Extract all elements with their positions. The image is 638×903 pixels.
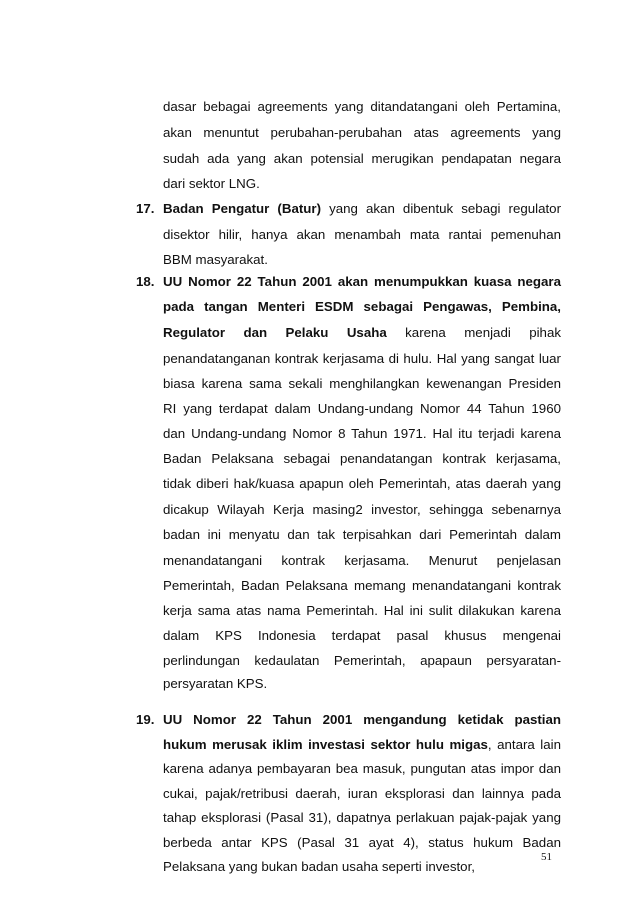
text-run: dan Undang-undang Nomor 8 Tahun 1971. Hal itu terjadi karena	[163, 426, 561, 441]
text-line	[163, 227, 561, 243]
text-line	[163, 451, 561, 467]
text-line: sudah ada yang akan potensial merugikan pendapatan negara	[163, 151, 561, 166]
text-line	[163, 325, 561, 341]
bold-text: UU Nomor 22 Tahun 2001 mengandung ketidak pastian	[163, 712, 561, 727]
text-line	[163, 351, 561, 367]
text-run: , antara lain	[487, 737, 561, 752]
text-run: biasa karena sama sekali menghilangkan kewenangan Presiden	[163, 376, 561, 391]
text-run: dicakup Wilayah Kerja masing2 investor, sehingga sebenarnya	[163, 502, 561, 517]
text-run: RI yang terdapat dalam Undang-undang Nomor 44 Tahun 1960	[163, 401, 561, 416]
text-line	[163, 603, 561, 619]
text-line	[163, 553, 561, 569]
text-line	[163, 376, 561, 392]
text-line	[163, 835, 561, 851]
text-line	[163, 628, 561, 644]
text-line	[163, 737, 561, 753]
item-number: 18.	[136, 274, 155, 289]
bold-text: pada tangan Menteri ESDM sebagai Pengawas, Pembina,	[163, 299, 561, 314]
text-line	[163, 401, 561, 417]
page-number: 51	[541, 851, 552, 863]
text-run: BBM masyarakat.	[163, 252, 268, 267]
text-line	[163, 859, 561, 875]
item-number: 17.	[136, 201, 155, 216]
text-run: Badan Pelaksana sebagai penandatangan kontrak kerjasama,	[163, 451, 561, 466]
text-line	[163, 786, 561, 802]
bold-text: Badan Pengatur (Batur)	[163, 201, 322, 216]
item-number: 19.	[136, 712, 155, 727]
bold-text: Regulator dan Pelaku Usaha	[163, 325, 387, 340]
text-run: tahap eksplorasi (Pasal 31), dapatnya perlakuan pajak-pajak yang	[163, 810, 561, 825]
text-run: karena menjadi pihak	[386, 325, 561, 340]
text-run: penandatanganan kontrak kerjasama di hulu. Hal yang sangat luar	[163, 351, 561, 366]
text-run: badan ini menyatu dan tak terpisahkan dari Pemerintah dalam	[163, 527, 561, 542]
text-line	[163, 426, 561, 442]
text-line	[163, 201, 561, 217]
text-line	[163, 252, 561, 268]
text-run: disektor hilir, hanya akan menambah mata rantai pemenuhan	[163, 227, 561, 242]
text-run: Pemerintah, Badan Pelaksana memang menandatangani kontrak	[163, 578, 561, 593]
text-line	[163, 761, 561, 777]
text-run: dalam KPS Indonesia terdapat pasal khusus mengenai	[163, 628, 561, 643]
text-line	[163, 653, 561, 669]
text-line	[163, 578, 561, 594]
text-line	[163, 676, 561, 692]
text-run: persyaratan KPS.	[163, 676, 268, 691]
text-line	[163, 274, 561, 290]
text-line: dari sektor LNG.	[163, 176, 260, 191]
text-line	[163, 527, 561, 543]
text-run: yang akan dibentuk sebagi regulator	[321, 201, 562, 216]
text-run: perlindungan kedaulatan Pemerintah, apapaun persyaratan-	[163, 653, 561, 668]
text-run: Pelaksana yang bukan badan usaha seperti investor,	[163, 859, 475, 874]
text-line	[163, 810, 561, 826]
text-run: kerja sama atas nama Pemerintah. Hal ini sulit dilakukan karena	[163, 603, 561, 618]
text-line: akan menuntut perubahan-perubahan atas agreements yang	[163, 125, 561, 140]
text-run: berbeda antar KPS (Pasal 31 ayat 4), status hukum Badan	[163, 835, 561, 850]
text-run: menandatangani kontrak kerjasama. Menurut penjelasan	[163, 553, 561, 568]
text-run: karena adanya pembayaran bea masuk, pungutan atas impor dan	[163, 761, 561, 776]
text-run: cukai, pajak/retribusi daerah, iuran eksplorasi dan lainnya pada	[163, 786, 561, 801]
text-line	[163, 712, 561, 728]
text-line	[163, 502, 561, 518]
bold-text: UU Nomor 22 Tahun 2001 akan menumpukkan kuasa negara	[163, 274, 561, 289]
text-line	[163, 299, 561, 315]
bold-text: hukum merusak iklim investasi sektor hulu migas	[163, 737, 488, 752]
text-run: tidak diberi hak/kuasa apapun oleh Pemerintah, atas daerah yang	[163, 476, 561, 491]
text-line	[163, 476, 561, 492]
text-line: dasar bebagai agreements yang ditandatangani oleh Pertamina,	[163, 99, 561, 114]
